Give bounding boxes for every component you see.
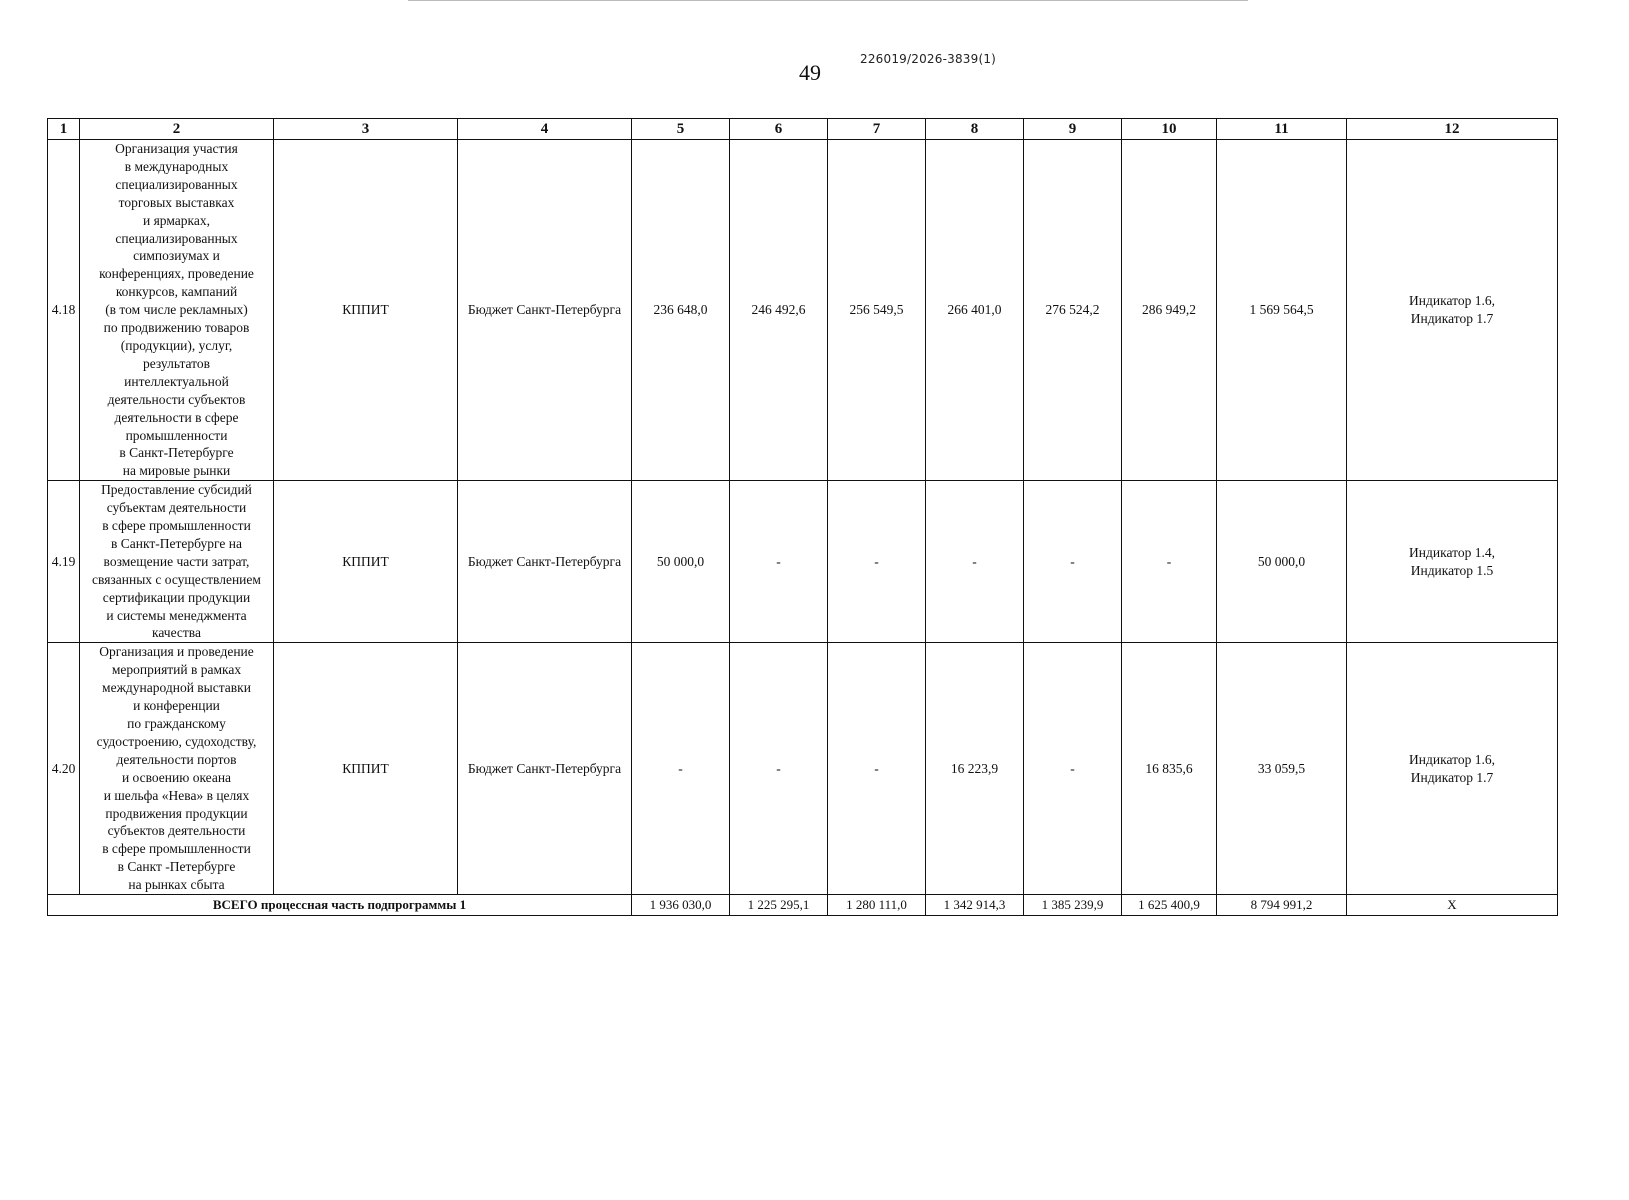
- grand-total: 8 794 991,2: [1217, 895, 1347, 916]
- header-cell: 9: [1024, 119, 1122, 140]
- header-cell: 11: [1217, 119, 1347, 140]
- total-value: 1 936 030,0: [632, 895, 730, 916]
- row-executor: КППИТ: [274, 140, 458, 481]
- row-value: 16 223,9: [926, 643, 1024, 895]
- row-executor: КППИТ: [274, 481, 458, 643]
- row-funding-source: Бюджет Санкт-Петербурга: [458, 643, 632, 895]
- budget-table: [47, 118, 1558, 916]
- total-value: 1 342 914,3: [926, 895, 1024, 916]
- row-number: 4.20: [48, 643, 80, 895]
- total-indicators: Х: [1347, 895, 1558, 916]
- row-funding-source: Бюджет Санкт-Петербурга: [458, 140, 632, 481]
- header-cell: 8: [926, 119, 1024, 140]
- registration-number: 226019/2026-3839(1): [860, 52, 997, 66]
- row-executor: КППИТ: [274, 643, 458, 895]
- total-value: 1 625 400,9: [1122, 895, 1217, 916]
- row-total: 33 059,5: [1217, 643, 1347, 895]
- row-description: Предоставление субсидий субъектам деятельности в сфере промышленности в Санкт-Петербурге на возмещение части затрат, связанных с осуществлением сертификации продукции и системы менеджмента качества: [80, 481, 274, 643]
- table-row: [48, 643, 1558, 895]
- row-value: 276 524,2: [1024, 140, 1122, 481]
- row-total: 50 000,0: [1217, 481, 1347, 643]
- total-label: ВСЕГО процессная часть подпрограммы 1: [48, 895, 632, 916]
- header-cell: 1: [48, 119, 80, 140]
- row-funding-source: Бюджет Санкт-Петербурга: [458, 481, 632, 643]
- row-value: 256 549,5: [828, 140, 926, 481]
- row-value: 266 401,0: [926, 140, 1024, 481]
- page-number: 49: [799, 60, 821, 85]
- row-value: 16 835,6: [1122, 643, 1217, 895]
- top-scan-rule: [408, 0, 1248, 1]
- row-description: Организация и проведение мероприятий в рамках международной выставки и конференции по гражданскому судостроению, судоходству, деятельности портов и освоению океана и шельфа «Нева» в целях продвижения продукции субъектов деятельности в сфере промышленности в Санкт -Петербурге на рынках сбыта: [80, 643, 274, 895]
- row-description: Организация участия в международных специализированных торговых выставках и ярмарках, специализированных симпозиумах и конференциях, проведение конкурсов, кампаний (в том числе рекламных) по продвижению товаров (продукции), услуг, результатов интеллектуальной деятельности субъектов деятельности в сфере промышленности в Санкт-Петербурге на мировые рынки: [80, 140, 274, 481]
- table-header-row: [48, 119, 1558, 140]
- total-row: [48, 895, 1558, 916]
- row-value: 50 000,0: [632, 481, 730, 643]
- header-cell: 2: [80, 119, 274, 140]
- row-indicators: Индикатор 1.6, Индикатор 1.7: [1347, 140, 1558, 481]
- row-value: 286 949,2: [1122, 140, 1217, 481]
- row-number: 4.19: [48, 481, 80, 643]
- header-cell: 10: [1122, 119, 1217, 140]
- total-value: 1 385 239,9: [1024, 895, 1122, 916]
- header-cell: 6: [730, 119, 828, 140]
- header-cell: 5: [632, 119, 730, 140]
- table-row: [48, 481, 1558, 643]
- row-value: -: [1024, 481, 1122, 643]
- row-value: -: [1122, 481, 1217, 643]
- total-value: 1 225 295,1: [730, 895, 828, 916]
- total-value: 1 280 111,0: [828, 895, 926, 916]
- row-value: 246 492,6: [730, 140, 828, 481]
- row-number: 4.18: [48, 140, 80, 481]
- row-indicators: Индикатор 1.6, Индикатор 1.7: [1347, 643, 1558, 895]
- row-value: -: [828, 643, 926, 895]
- header-cell: 3: [274, 119, 458, 140]
- row-value: -: [730, 643, 828, 895]
- row-value: -: [1024, 643, 1122, 895]
- header-cell: 7: [828, 119, 926, 140]
- table-row: [48, 140, 1558, 481]
- row-value: -: [632, 643, 730, 895]
- header-cell: 4: [458, 119, 632, 140]
- header-cell: 12: [1347, 119, 1558, 140]
- row-value: -: [730, 481, 828, 643]
- row-total: 1 569 564,5: [1217, 140, 1347, 481]
- row-value: -: [926, 481, 1024, 643]
- row-indicators: Индикатор 1.4, Индикатор 1.5: [1347, 481, 1558, 643]
- row-value: 236 648,0: [632, 140, 730, 481]
- row-value: -: [828, 481, 926, 643]
